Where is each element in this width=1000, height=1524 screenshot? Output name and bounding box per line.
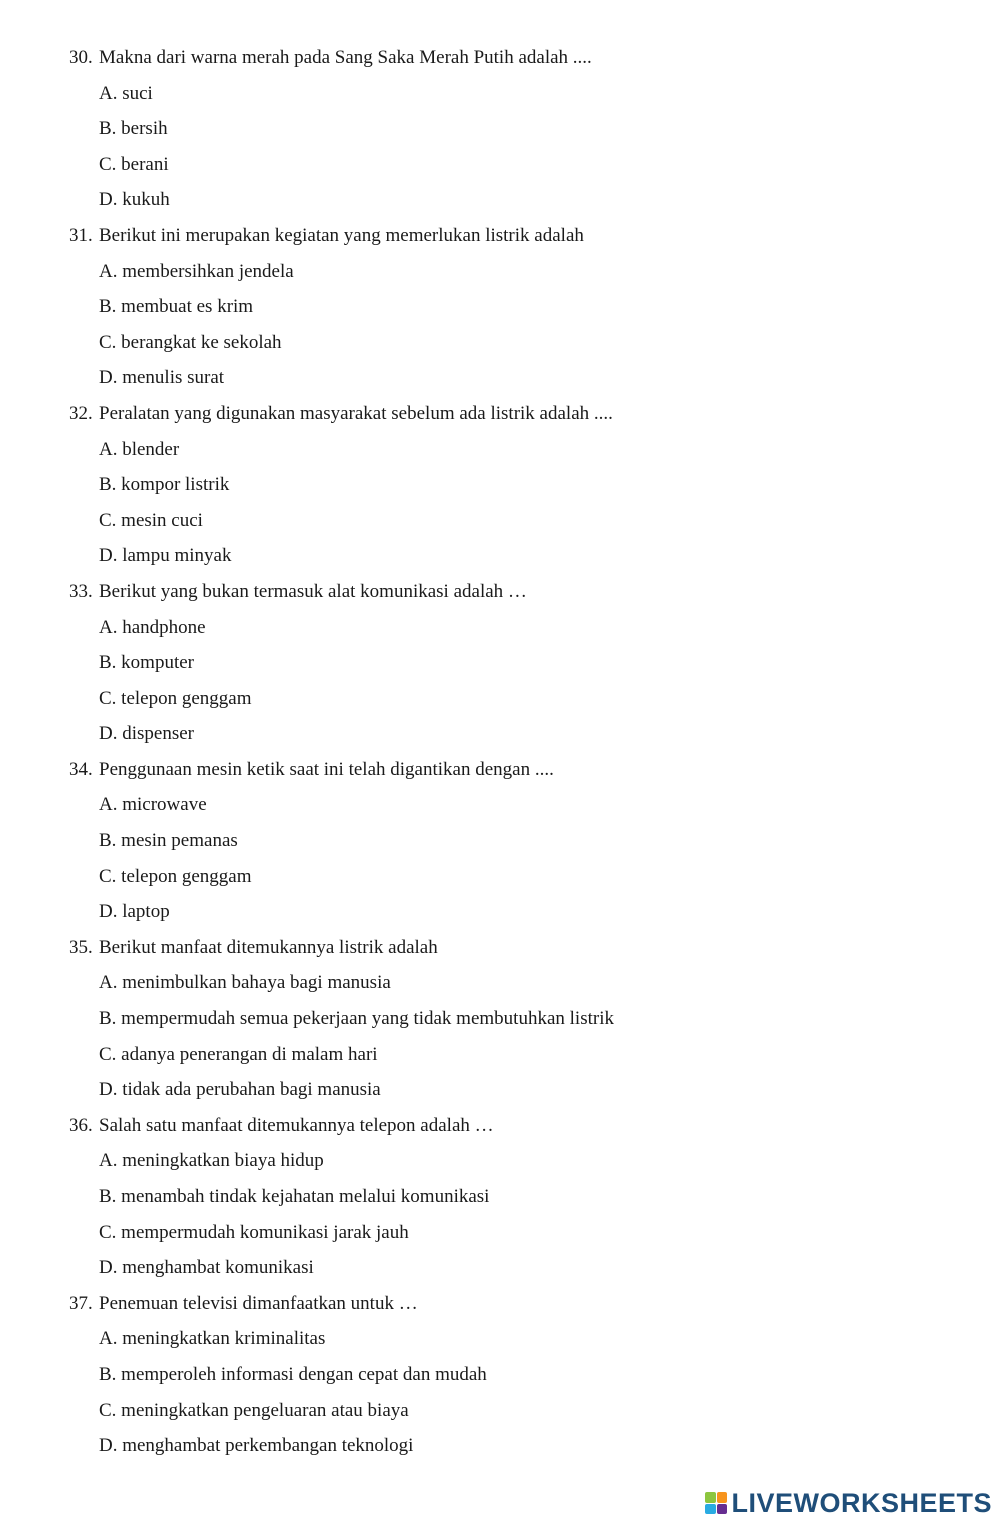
question-prompt: Salah satu manfaat ditemukannya telepon adalah … — [99, 1114, 494, 1136]
question-33 — [0, 574, 1000, 752]
answer-option[interactable]: C. telepon genggam — [99, 865, 252, 887]
answer-option[interactable]: D. menulis surat — [99, 367, 225, 389]
question-text — [0, 752, 1000, 788]
question-prompt: Penggunaan mesin ketik saat ini telah digantikan dengan .... — [99, 758, 554, 780]
answer-option[interactable]: B. kompor listrik — [99, 474, 230, 496]
question-number: 30. — [69, 47, 93, 68]
question-text — [0, 930, 1000, 966]
answer-option[interactable]: D. laptop — [99, 901, 170, 923]
question-text — [0, 1108, 1000, 1144]
answer-option[interactable]: A. meningkatkan biaya hidup — [99, 1150, 324, 1172]
answer-option[interactable]: A. menimbulkan bahaya bagi manusia — [99, 972, 391, 994]
question-number: 36. — [69, 1114, 93, 1136]
answer-option[interactable]: B. mempermudah semua pekerjaan yang tidak membutuhkan listrik — [99, 1008, 614, 1030]
question-prompt: Berikut ini merupakan kegiatan yang memerlukan listrik adalah — [99, 224, 584, 246]
answer-option[interactable]: B. komputer — [99, 652, 194, 674]
answer-option[interactable]: C. mempermudah komunikasi jarak jauh — [99, 1221, 409, 1243]
question-number: 37. — [69, 1292, 93, 1314]
answer-option[interactable]: D. menghambat perkembangan teknologi — [99, 1435, 414, 1457]
question-prompt: Makna dari warna merah pada Sang Saka Merah Putih adalah .... — [99, 47, 592, 68]
answer-option[interactable]: C. mesin cuci — [99, 509, 203, 531]
question-number: 31. — [69, 224, 93, 246]
answer-option[interactable]: C. adanya penerangan di malam hari — [99, 1043, 378, 1065]
question-37 — [0, 1286, 1000, 1464]
answer-option[interactable]: D. dispenser — [99, 723, 194, 745]
question-text — [0, 40, 1000, 76]
answer-option[interactable]: B. menambah tindak kejahatan melalui komunikasi — [99, 1186, 490, 1207]
answer-option[interactable]: D. kukuh — [99, 189, 170, 211]
question-31 — [0, 218, 1000, 396]
answer-option[interactable]: A. meningkatkan kriminalitas — [99, 1328, 326, 1350]
answer-option[interactable]: D. lampu minyak — [99, 545, 232, 567]
question-prompt: Berikut yang bukan termasuk alat komunikasi adalah … — [99, 580, 527, 602]
question-36 — [0, 1108, 1000, 1286]
question-number: 32. — [69, 402, 93, 424]
answer-option[interactable]: C. berani — [99, 153, 169, 175]
answer-option[interactable]: D. menghambat komunikasi — [99, 1257, 314, 1279]
answer-option[interactable]: A. handphone — [99, 616, 206, 638]
answer-option[interactable]: B. bersih — [99, 118, 168, 140]
answer-option[interactable]: A. blender — [99, 438, 180, 460]
answer-option[interactable]: B. mesin pemanas — [99, 830, 238, 852]
question-30 — [0, 40, 1000, 218]
question-text — [0, 218, 1000, 254]
question-35 — [0, 930, 1000, 1108]
question-text — [0, 1286, 1000, 1322]
question-32 — [0, 396, 1000, 574]
question-34 — [0, 752, 1000, 930]
answer-option[interactable]: C. berangkat ke sekolah — [99, 331, 282, 353]
liveworksheets-logo — [705, 1486, 992, 1520]
worksheet — [0, 40, 1000, 1464]
answer-option[interactable]: A. suci — [99, 82, 153, 104]
answer-option[interactable]: C. meningkatkan pengeluaran atau biaya — [99, 1399, 409, 1421]
answer-option[interactable]: C. telepon genggam — [99, 687, 252, 709]
question-prompt: Peralatan yang digunakan masyarakat sebelum ada listrik adalah .... — [99, 402, 613, 424]
question-text — [0, 574, 1000, 610]
question-number: 33. — [69, 580, 93, 602]
question-prompt: Berikut manfaat ditemukannya listrik adalah — [99, 936, 438, 958]
question-text — [0, 396, 1000, 432]
question-number: 34. — [69, 758, 93, 780]
liveworksheets-mark-icon — [705, 1492, 727, 1514]
question-prompt: Penemuan televisi dimanfaatkan untuk … — [99, 1292, 418, 1314]
answer-option[interactable]: D. tidak ada perubahan bagi manusia — [99, 1079, 381, 1101]
answer-option[interactable]: A. membersihkan jendela — [99, 260, 294, 282]
answer-option[interactable]: B. membuat es krim — [99, 296, 254, 318]
brand-name: LIVEWORKSHEETS — [731, 1487, 992, 1518]
question-number: 35. — [69, 936, 93, 958]
answer-option[interactable]: A. microwave — [99, 794, 207, 816]
answer-option[interactable]: B. memperoleh informasi dengan cepat dan mudah — [99, 1363, 487, 1385]
